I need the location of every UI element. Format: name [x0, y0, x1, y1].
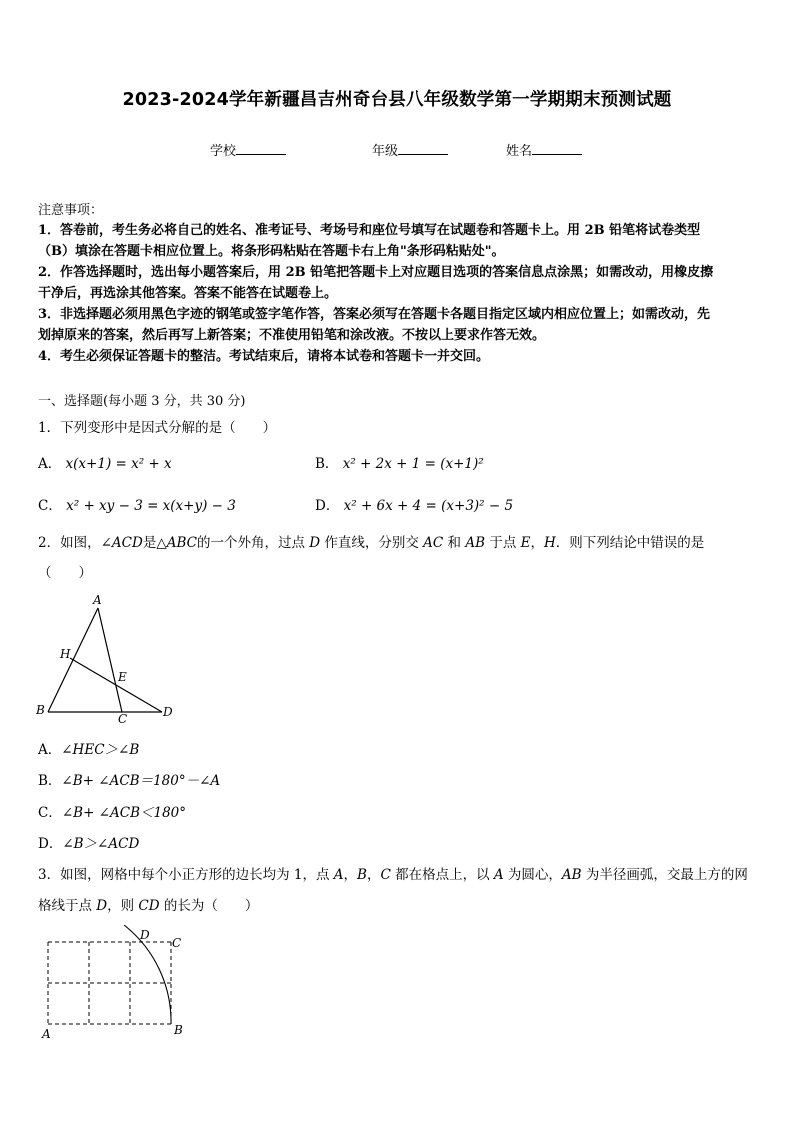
- notice-line: （B）填涂在答题卡相应位置上。将条形码粘贴在答题卡右上角"条形码粘贴处"。: [38, 244, 505, 259]
- school-field: [210, 140, 286, 159]
- label-A: A: [42, 1027, 51, 1041]
- question-2-stem: 2．如图，∠ACD是△ABC的一个外角，过点 D 作直线，分别交 AC 和 AB 于点 E，H．则下列结论中错误的是: [38, 535, 705, 551]
- label-C: C: [118, 712, 128, 725]
- notice-line: 1．答卷前，考生务必将自己的姓名、准考证号、考场号和座位号填写在试题卷和答题卡上。用 2B 铅笔将试卷类型: [38, 223, 701, 238]
- triangle-figure: [30, 590, 190, 725]
- notice-line: 4．考生必须保证答题卡的整洁。考试结束后，请将本试卷和答题卡一并交回。: [38, 349, 490, 364]
- notice-line: 2．作答选择题时，选出每小题答案后，用 2B 铅笔把答题卡上对应题目选项的答案信息点涂黑；如需改动，用橡皮擦: [38, 265, 714, 280]
- q1-option-a: A． x(x+1) = x² + x: [38, 456, 172, 472]
- q1-option-d: D． x² + 6x + 4 = (x+3)² − 5: [315, 498, 514, 514]
- q2-option-c: C．∠B+ ∠ACB＜180°: [38, 805, 187, 821]
- q1-option-b: B． x² + 2x + 1 = (x+1)²: [315, 456, 484, 472]
- question-3-stem-line1: 3．如图，网格中每个小正方形的边长均为 1，点 A，B，C 都在格点上，以 A 为圆心，AB 为半径画弧，交最上方的网: [38, 867, 748, 883]
- label-B: B: [36, 703, 45, 717]
- notice-line: 划掉原来的答案，然后再写上新答案；不准使用铅笔和涂改液。不按以上要求作答无效。: [38, 328, 546, 343]
- grid-figure: [36, 925, 196, 1045]
- school-label: 学校: [210, 144, 237, 159]
- line-HD: [70, 658, 162, 712]
- label-D: D: [163, 705, 173, 719]
- grade-blank: [398, 142, 448, 155]
- notice-line: 干净后，再选涂其他答案。答案不能答在试题卷上。: [38, 286, 338, 301]
- label-A: A: [93, 593, 102, 607]
- label-E: E: [118, 670, 127, 684]
- name-field: [506, 140, 582, 159]
- label-D: D: [140, 928, 150, 942]
- name-label: 姓名: [506, 144, 533, 159]
- grade-label: 年级: [372, 144, 399, 159]
- page-title: 2023-2024学年新疆昌吉州奇台县八年级数学第一学期期末预测试题: [122, 90, 672, 110]
- question-1-stem: 1．下列变形中是因式分解的是（ ）: [38, 420, 277, 436]
- label-B: B: [174, 1023, 183, 1037]
- grade-field: [372, 140, 448, 159]
- q2-option-d: D．∠B＞∠ACD: [38, 836, 140, 852]
- notice-heading: 注意事项：: [38, 203, 104, 218]
- notice-line: 3．非选择题必须用黑色字迹的钢笔或签字笔作答，答案必须写在答题卡各题目指定区域内相应位置上；如需改动，先: [38, 307, 711, 322]
- q1-option-c: C． x² + xy − 3 = x(x+y) − 3: [38, 498, 236, 514]
- question-3-stem-line2: 格线于点 D，则 CD 的长为（ ）: [38, 898, 259, 914]
- q2-option-b: B．∠B+ ∠ACB＝180°－∠A: [38, 773, 221, 789]
- name-blank: [532, 142, 582, 155]
- section-heading: 一、选择题(每小题 3 分，共 30 分): [38, 394, 246, 409]
- q2-option-a: A．∠HEC＞∠B: [38, 742, 140, 758]
- label-H: H: [60, 647, 71, 661]
- label-C: C: [172, 936, 182, 950]
- question-2-paren: （ ）: [38, 565, 92, 581]
- school-blank: [236, 142, 286, 155]
- side-AC: [98, 608, 122, 712]
